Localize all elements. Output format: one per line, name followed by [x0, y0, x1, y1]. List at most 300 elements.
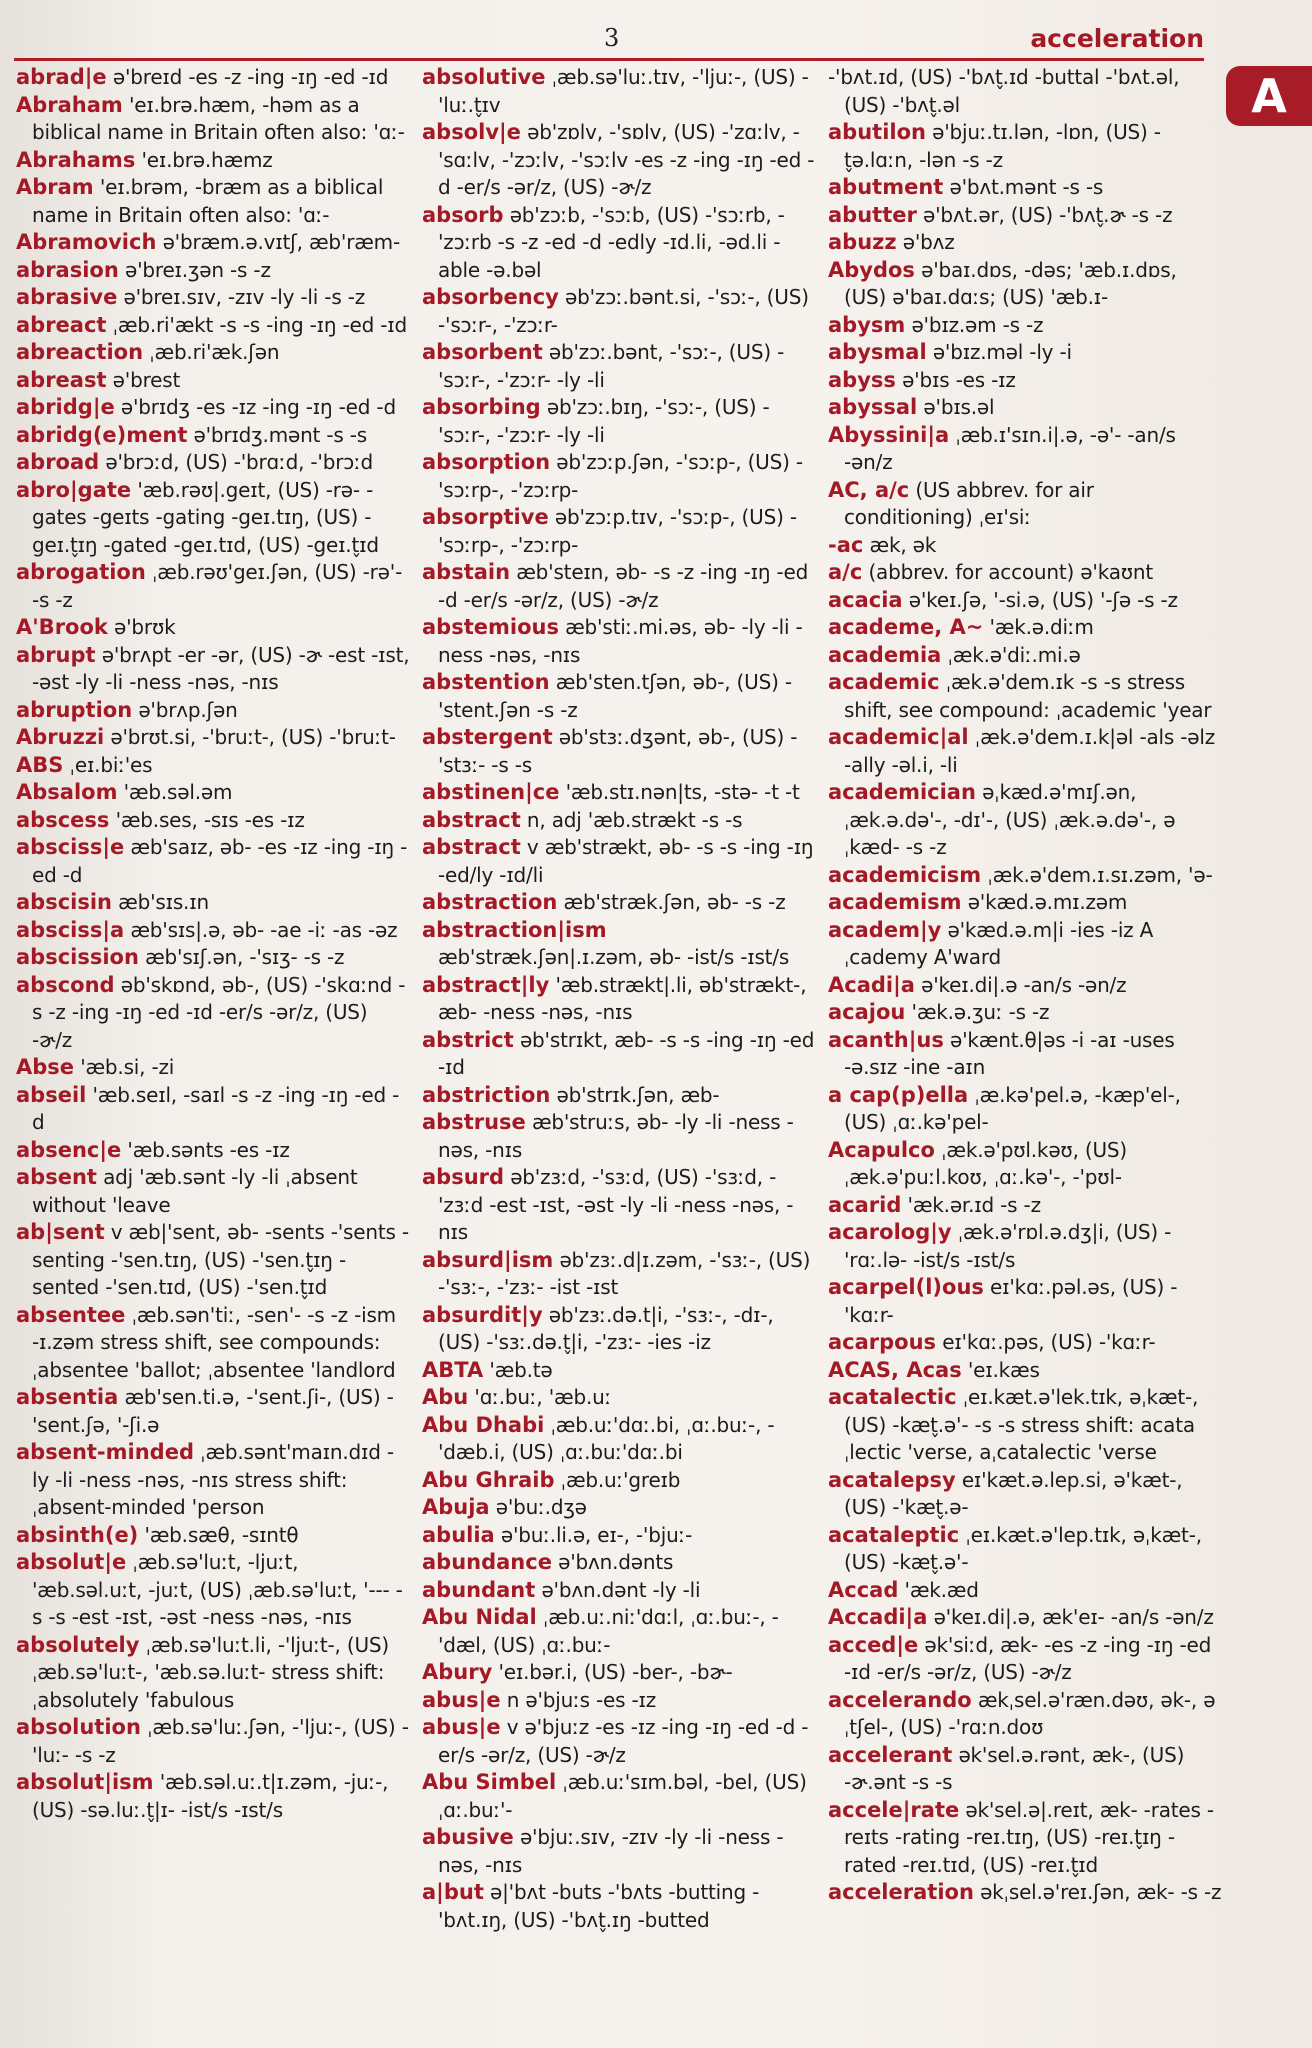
entry-headword: acarpel(l)ous	[828, 1275, 984, 1299]
dictionary-entry	[422, 1549, 816, 1577]
entry-headword: Abse	[16, 1055, 75, 1079]
entry-headword: Abuja	[422, 1495, 490, 1519]
entry-pronunciation: eɪ'kɑː.pəl.əs, (US) -'kɑːr-	[844, 1275, 1178, 1327]
dictionary-entry	[16, 642, 410, 697]
entry-pronunciation: (US abbrev. for air conditioning) ˌeɪ'siː	[844, 477, 1094, 529]
entry-pronunciation: 'eɪ.brəm, -bræm as a biblical name in Britain often also: 'ɑː-	[32, 175, 384, 227]
entry-headword: abus|e	[422, 1687, 501, 1712]
dictionary-entry	[422, 1164, 816, 1247]
dictionary-entry	[828, 999, 1222, 1027]
entry-headword: abutter	[828, 202, 917, 227]
entry-headword: absciss|e	[16, 835, 125, 859]
dictionary-entry	[422, 889, 816, 917]
entry-headword: abrupt	[16, 642, 96, 667]
entry-pronunciation: ə'bjuː.sɪv, -zɪv -ly -li -ness -nəs, -nɪs	[438, 1825, 784, 1877]
entry-headword: absolv|e	[422, 120, 521, 144]
entry-pronunciation: ə'bɪs.əl	[917, 395, 995, 419]
dictionary-entry	[828, 972, 1222, 1000]
dictionary-entry	[16, 1137, 410, 1165]
dictionary-entry	[828, 1467, 1222, 1522]
dictionary-entry	[422, 394, 816, 449]
entry-headword: absentia	[16, 1385, 119, 1409]
entry-pronunciation: əb'strɪk.ʃən, æb-	[550, 1082, 720, 1107]
dictionary-entry	[16, 1219, 410, 1302]
entry-pronunciation: ə'brest	[106, 367, 181, 392]
entry-headword: Abu Ghraib	[422, 1467, 555, 1492]
dictionary-entry	[422, 119, 816, 202]
dictionary-entry	[828, 229, 1222, 257]
entry-headword: abundance	[422, 1550, 552, 1574]
entry-headword: abscission	[16, 945, 139, 969]
dictionary-entry	[422, 807, 816, 835]
dictionary-entry	[828, 614, 1222, 642]
dictionary-entry	[422, 1082, 816, 1110]
entry-pronunciation: əb'zɔːp.tɪv, -'sɔːp-, (US) -'sɔːrp-, -'zɔːrp-	[438, 505, 797, 557]
entry-headword: absorption	[422, 450, 551, 474]
entry-headword: acced|e	[828, 1632, 919, 1657]
dictionary-entry	[16, 174, 410, 229]
entry-headword: absolutely	[16, 1632, 140, 1657]
entry-headword: Abruzzi	[16, 725, 105, 749]
entry-pronunciation: ə'brʊk	[107, 615, 176, 639]
entry-headword: abstriction	[422, 1082, 551, 1107]
page-header	[14, 20, 1204, 60]
entry-headword: abreast	[16, 367, 107, 392]
entry-pronunciation: eɪ'kɑː.pəs, (US) -'kɑːr-	[936, 1330, 1156, 1354]
entry-headword: accelerando	[828, 1687, 972, 1712]
entry-pronunciation: æb'sɪs|.ə, əb- -ae -iː -as -əz	[124, 917, 398, 942]
dictionary-entry	[422, 724, 816, 779]
entry-pronunciation: ə'brʌpt -er -ər, (US) -ɚ -est -ɪst, -əst -ly -li -ness -nəs, -nɪs	[32, 642, 410, 694]
entry-pronunciation: æk, ək	[863, 532, 937, 557]
dictionary-entry	[828, 1219, 1222, 1274]
entry-headword: absorb	[422, 202, 504, 227]
entry-pronunciation: ˌæb.sə'luːt, -ljuːt, 'æb.səl.uːt, -juːt, (US) ˌæb.sə'luːt, '--- -s -s -est -ɪst, -əst -ness -nəs, -nɪs	[32, 1550, 403, 1629]
dictionary-entry	[422, 972, 816, 1027]
entry-pronunciation: ə'buː.dʒə	[489, 1495, 587, 1519]
entry-headword: acajou	[828, 1000, 906, 1024]
dictionary-entry	[16, 1302, 410, 1385]
entry-headword: abreact	[16, 312, 107, 337]
entry-headword: abstergent	[422, 725, 553, 749]
entry-headword: a cap(p)ella	[828, 1082, 969, 1107]
entry-headword: ab|sent	[16, 1220, 105, 1244]
dictionary-entry	[16, 614, 410, 642]
entry-pronunciation: ə'kæd.ə.mɪ.zəm	[961, 890, 1128, 914]
entry-headword: absurdit|y	[422, 1302, 543, 1327]
entry-pronunciation: ˌæb.uː'greɪb	[554, 1467, 681, 1492]
entry-headword: abutilon	[828, 120, 926, 144]
entry-headword: abrad|e	[16, 65, 107, 89]
entry-headword: absciss|a	[16, 917, 125, 942]
entry-pronunciation: ˌæb.rəʊ'geɪ.ʃən, (US) -rə'- -s -z	[32, 560, 403, 612]
dictionary-entry	[828, 1687, 1222, 1742]
entry-pronunciation: ə'bʌn.dənts	[551, 1550, 674, 1574]
entry-headword: abrogation	[16, 560, 146, 584]
entry-pronunciation: 'æb.tə	[483, 1357, 553, 1382]
dictionary-entry	[828, 1577, 1222, 1605]
entry-pronunciation: ək'sel.ə|.reɪt, æk- -rates -reɪts -rating -reɪ.tɪŋ, (US) -reɪ.t̬ɪŋ -rated -reɪ.tɪd, (US) -reɪ.t̬ɪd	[844, 1797, 1214, 1877]
dictionary-entry	[828, 1082, 1222, 1137]
dictionary-entry	[422, 64, 816, 119]
page-number: 3	[604, 24, 620, 52]
entry-pronunciation: ˌæb.uː.niː'dɑːl, ˌɑː.buː-, -'dæl, (US) ˌɑː.buː-	[438, 1605, 779, 1657]
entry-headword: Abrahams	[16, 147, 136, 172]
entry-pronunciation: æb'sɪʃ.ən, -'sɪʒ- -s -z	[138, 945, 345, 969]
dictionary-entry	[16, 779, 410, 807]
dictionary-entry	[422, 1769, 816, 1824]
entry-headword: abscond	[16, 972, 115, 997]
dictionary-entry	[16, 724, 410, 752]
dictionary-entry	[828, 119, 1222, 174]
entry-headword: abstract	[422, 807, 521, 832]
entry-headword: abro|gate	[16, 477, 132, 502]
entry-headword: a|but	[422, 1880, 484, 1904]
entry-pronunciation: ə'brɪdʒ -es -ɪz -ing -ɪŋ -ed -d	[114, 395, 396, 419]
dictionary-entry	[828, 477, 1222, 532]
entry-headword: abridg(e)ment	[16, 422, 188, 447]
dictionary-entry	[828, 669, 1222, 724]
entry-pronunciation: ə|'bʌt -buts -'bʌts -butting -'bʌt.ɪŋ, (US) -'bʌt̬.ɪŋ -butted	[438, 1880, 760, 1932]
dictionary-entry	[16, 1439, 410, 1522]
entry-headword: abstemious	[422, 615, 559, 639]
entry-pronunciation: ə'brɪdʒ.mənt -s -s	[187, 422, 367, 447]
dictionary-entry	[828, 1357, 1222, 1385]
entry-pronunciation: 'æb.ses, -sɪs -es -ɪz	[109, 807, 305, 832]
dictionary-entry	[828, 1742, 1222, 1797]
entry-pronunciation: æb'sɪs.ɪn	[112, 890, 209, 914]
entry-pronunciation: ə'keɪ.di|.ə, æk'eɪ- -an/s -ən/z	[927, 1605, 1214, 1629]
entry-headword: abuzz	[828, 230, 897, 254]
entry-headword: abrasive	[16, 285, 118, 309]
entry-headword: Accadi|a	[828, 1605, 928, 1629]
dictionary-entry	[828, 1384, 1222, 1467]
dictionary-entry	[422, 1494, 816, 1522]
entry-headword: absolutive	[422, 65, 546, 89]
entry-pronunciation: ə'brʊt.si, -'bruːt-, (US) -'bruːt-	[104, 725, 396, 749]
running-head: acceleration	[1030, 24, 1204, 53]
entry-headword: abusive	[422, 1825, 514, 1849]
dictionary-entry	[422, 1302, 816, 1357]
entry-headword: abstract	[422, 835, 521, 859]
entry-headword: abstraction	[422, 890, 558, 914]
entry-headword: abscess	[16, 807, 110, 832]
entry-pronunciation: ə'kæd.ə.m|i -ies -iz Aˌcademy A'ward	[844, 917, 1154, 969]
entry-headword: academicism	[828, 862, 982, 887]
entry-pronunciation: ə'keɪ.di|.ə -an/s -ən/z	[914, 972, 1127, 997]
dictionary-entry	[828, 1632, 1222, 1687]
entry-pronunciation: ˌeɪ.kæt.ə'lep.tɪk, əˌkæt-, (US) -kæt̬.ə'-	[844, 1522, 1202, 1574]
dictionary-entry	[422, 917, 816, 972]
entry-pronunciation: æb'steɪn, əb- -s -z -ing -ɪŋ -ed -d -er/s -ər/z, (US) -ɚ/z	[438, 560, 809, 612]
dictionary-entry	[828, 312, 1222, 340]
entry-pronunciation: æb'sten.tʃən, əb-, (US) -'stent.ʃən -s -z	[438, 670, 792, 722]
dictionary-entry	[828, 559, 1222, 587]
dictionary-entry	[16, 229, 410, 257]
entry-pronunciation: adj 'æb.sənt -ly -li ˌabsent without 'leave	[32, 1165, 358, 1217]
entry-headword: Absalom	[16, 780, 118, 804]
entry-pronunciation: 'æb.si, -zi	[74, 1055, 175, 1079]
dictionary-entry	[16, 1714, 410, 1769]
dictionary-entry	[422, 1357, 816, 1385]
entry-headword: Abydos	[828, 257, 915, 282]
dictionary-entry	[16, 1164, 410, 1219]
dictionary-entry	[828, 64, 1222, 119]
entry-pronunciation: 'eɪ.kæs	[961, 1357, 1040, 1382]
entry-pronunciation: ˌæk.ə'dem.ɪ.sɪ.zəm, 'ə-	[981, 862, 1213, 887]
entry-headword: acanth|us	[828, 1027, 944, 1052]
entry-pronunciation: əb'zɔː.bənt.si, -'sɔː-, (US) -'sɔːr-, -'zɔːr-	[438, 285, 809, 337]
entry-columns	[16, 64, 1222, 2036]
entry-pronunciation: ˌæ.kə'pel.ə, -kæp'el-, (US) ˌɑː.kə'pel-	[844, 1082, 1181, 1134]
entry-headword: abstraction|ism	[422, 917, 607, 942]
dictionary-entry	[828, 1797, 1222, 1880]
entry-pronunciation: ˌeɪ.biː'es	[63, 752, 153, 777]
dictionary-entry	[828, 889, 1222, 917]
entry-headword: abscisin	[16, 890, 112, 914]
entry-pronunciation: ˌæb.ɪ'sɪn.i|.ə, -ə'- -an/s -ən/z	[844, 422, 1176, 474]
dictionary-entry	[422, 1824, 816, 1879]
entry-pronunciation: əb'stɜː.dʒənt, əb-, (US) -'stɜː- -s -s	[438, 725, 798, 777]
entry-headword: accelerant	[828, 1742, 953, 1767]
entry-headword: abstract|ly	[422, 972, 550, 997]
entry-pronunciation: əb'zɜː.də.t|i, -'sɜː-, -dɪ-, (US) -'sɜː.də.t̬|i, -'zɜː- -ies -iz	[438, 1302, 774, 1354]
entry-pronunciation: ˌæb.sə'luː.tɪv, -'ljuː-, (US) -'luː.t̬ɪv	[438, 65, 809, 117]
dictionary-entry	[828, 1522, 1222, 1577]
entry-pronunciation: 'æb.rəʊ|.geɪt, (US) -rə- -gates -geɪts -gating -geɪ.tɪŋ, (US) -geɪ.t̬ɪŋ -gated -geɪ.tɪd, (US) -geɪ.t̬ɪd	[32, 477, 379, 557]
thumb-index-tab[interactable]: A	[1226, 66, 1312, 126]
entry-pronunciation: ə'keɪ.ʃə, '-si.ə, (US) '-ʃə -s -z	[902, 587, 1178, 612]
entry-pronunciation: ə'brɔːd, (US) -'brɑːd, -'brɔːd	[99, 450, 374, 474]
dictionary-entry	[422, 1577, 816, 1605]
entry-pronunciation: ə'brʌp.ʃən	[132, 697, 238, 722]
dictionary-entry	[16, 394, 410, 422]
dictionary-entry	[422, 1247, 816, 1302]
dictionary-entry	[828, 862, 1222, 890]
entry-pronunciation: ækˌsel.ə'ræn.dəʊ, ək-, əˌtʃel-, (US) -'rɑːn.doʊ	[844, 1687, 1216, 1739]
dictionary-entry	[828, 532, 1222, 560]
dictionary-entry	[422, 1714, 816, 1769]
entry-pronunciation: æb'stræk.ʃən|.ɪ.zəm, əb- -ist/s -ɪst/s	[438, 945, 790, 969]
entry-pronunciation: 'æb.strækt|.li, əb'strækt-, æb- -ness -nəs, -nɪs	[438, 972, 807, 1024]
entry-headword: absent-minded	[16, 1440, 194, 1464]
entry-pronunciation: (abbrev. for account) ə'kaʊnt	[862, 560, 1154, 584]
entry-headword: abulia	[422, 1522, 495, 1547]
entry-pronunciation: əb'zɒlv, -'sɒlv, (US) -'zɑːlv, -'sɑːlv, -'zɔːlv, -'sɔːlv -es -z -ing -ɪŋ -ed -d -er/s -ər/z, (US) -ɚ/z	[438, 120, 815, 199]
entry-pronunciation: ə'bɪz.məl -ly -i	[926, 340, 1072, 364]
entry-pronunciation: ˌæk.ə'pʊl.kəʊ, (US) ˌæk.ə'puːl.koʊ, ˌɑː.kə'-, -'pʊl-	[844, 1137, 1128, 1189]
entry-headword: abroad	[16, 450, 100, 474]
entry-pronunciation: æb'struːs, əb- -ly -li -ness -nəs, -nɪs	[438, 1110, 794, 1162]
entry-headword: abseil	[16, 1082, 87, 1107]
entry-pronunciation: ək'sel.ə.rənt, æk-, (US) -ɚ.ənt -s -s	[844, 1742, 1185, 1794]
entry-headword: acarpous	[828, 1330, 937, 1354]
dictionary-entry	[16, 752, 410, 780]
entry-pronunciation: ə'breɪ.ʒən -s -z	[118, 257, 271, 282]
entry-pronunciation: ə'bʌt.ər, (US) -'bʌt̬.ɚ -s -z	[916, 202, 1173, 227]
entry-pronunciation: ˌæb.ri'æk.ʃən	[143, 340, 280, 364]
entry-headword: abyssal	[828, 395, 918, 419]
dictionary-entry	[828, 642, 1222, 670]
entry-pronunciation: ək'siːd, æk- -es -z -ing -ɪŋ -ed -ɪd -er/s -ər/z, (US) -ɚ/z	[844, 1632, 1212, 1684]
entry-pronunciation: 'ɑː.buː, 'æb.uː	[468, 1385, 612, 1409]
entry-pronunciation: ˌæb.sə'luːt.li, -'ljuːt-, (US) ˌæb.sə'luːt-, 'æb.sə.luːt- stress shift: ˌabsolutely 'fabulous	[32, 1632, 389, 1712]
entry-headword: acatalectic	[828, 1385, 957, 1409]
entry-headword: Accad	[828, 1577, 899, 1602]
entry-pronunciation: əb'zɔːp.ʃən, -'sɔːp-, (US) -'sɔːrp-, -'zɔːrp-	[438, 450, 803, 502]
entry-pronunciation: ˌæb.uː'dɑː.bi, ˌɑː.buː-, -'dæb.i, (US) ˌɑː.buː'dɑː.bi	[438, 1412, 775, 1464]
column-1	[16, 64, 410, 2036]
entry-pronunciation: v ə'bjuːz -es -ɪz -ing -ɪŋ -ed -d -er/s -ər/z, (US) -ɚ/z	[438, 1715, 809, 1767]
entry-pronunciation: ə'breɪ.sɪv, -zɪv -ly -li -s -z	[117, 285, 366, 309]
dictionary-entry	[16, 367, 410, 395]
entry-headword: academia	[828, 642, 942, 667]
entry-headword: academician	[828, 780, 976, 804]
entry-headword: absorptive	[422, 505, 549, 529]
entry-headword: a/c	[828, 560, 863, 584]
dictionary-entry	[828, 1192, 1222, 1220]
entry-headword: acacia	[828, 587, 903, 612]
dictionary-entry	[422, 1659, 816, 1687]
dictionary-entry	[16, 697, 410, 725]
dictionary-entry	[422, 834, 816, 889]
entry-headword: academ|y	[828, 917, 942, 942]
entry-pronunciation: eɪ'kæt.ə.lep.si, ə'kæt-, (US) -'kæt̬.ə-	[844, 1467, 1183, 1519]
entry-headword: absorbing	[422, 395, 541, 419]
entry-headword: ABTA	[422, 1357, 484, 1382]
dictionary-entry	[16, 477, 410, 560]
entry-headword: abutment	[828, 175, 944, 199]
entry-pronunciation: əkˌsel.ə'reɪ.ʃən, æk- -s -z	[973, 1880, 1222, 1904]
dictionary-entry	[16, 1384, 410, 1439]
entry-pronunciation: æb'saɪz, əb- -es -ɪz -ing -ɪŋ -ed -d	[32, 835, 408, 887]
dictionary-entry	[828, 1274, 1222, 1329]
entry-pronunciation: əb'strɪkt, æb- -s -s -ing -ɪŋ -ed -ɪd	[438, 1027, 815, 1079]
entry-pronunciation: ə'bʌz	[896, 230, 955, 254]
entry-pronunciation: v æb|'sent, əb- -sents -'sents -senting -'sen.tɪŋ, (US) -'sen.t̬ɪŋ -sented -'sen.tɪd, (US) -'sen.t̬ɪd	[32, 1220, 409, 1299]
dictionary-entry	[16, 1632, 410, 1715]
dictionary-entry	[828, 339, 1222, 367]
dictionary-entry	[422, 1109, 816, 1164]
entry-pronunciation: 'eɪ.brə.hæmz	[135, 147, 273, 172]
entry-headword: absent	[16, 1165, 97, 1189]
entry-pronunciation: ˌæb.uː'sɪm.bəl, -bel, (US) ˌɑː.buː'-	[438, 1770, 807, 1822]
entry-headword: acarid	[828, 1192, 902, 1217]
dictionary-entry	[16, 944, 410, 972]
entry-headword: AC, a/c	[828, 477, 910, 502]
entry-headword: Abraham	[16, 92, 123, 117]
dictionary-entry	[16, 834, 410, 889]
dictionary-entry	[828, 1027, 1222, 1082]
entry-pronunciation: ə'kænt.θ|əs -i -aɪ -uses -ə.sɪz -ine -aɪn	[844, 1027, 1175, 1079]
entry-headword: absinth(e)	[16, 1522, 139, 1547]
entry-pronunciation: ˌæk.ə'dem.ɪ.k|əl -als -əlz -ally -əl.i, -li	[844, 725, 1216, 777]
entry-headword: acatalepsy	[828, 1467, 956, 1492]
entry-headword: abridg|e	[16, 395, 115, 419]
dictionary-entry	[422, 339, 816, 394]
entry-headword: abyss	[828, 367, 896, 392]
dictionary-entry	[422, 1412, 816, 1467]
column-3	[828, 64, 1222, 2036]
entry-pronunciation: 'æk.ə.ʒuː -s -z	[905, 1000, 1050, 1024]
entry-headword: Abram	[16, 175, 94, 199]
entry-pronunciation: ə'bɪs -es -ɪz	[895, 367, 1016, 392]
entry-headword: Abramovich	[16, 230, 157, 254]
entry-headword: ABS	[16, 752, 64, 777]
entry-pronunciation: ˌæb.ri'ækt -s -s -ing -ɪŋ -ed -ɪd	[106, 312, 408, 337]
dictionary-entry	[422, 669, 816, 724]
entry-headword: acarolog|y	[828, 1220, 952, 1244]
dictionary-entry	[16, 807, 410, 835]
dictionary-entry	[422, 614, 816, 669]
entry-headword: abstruse	[422, 1110, 526, 1134]
entry-pronunciation: ˌæb.sənt'maɪn.dɪd -ly -li -ness -nəs, -nɪs stress shift: ˌabsent-minded 'person	[32, 1440, 394, 1519]
entry-headword: absenc|e	[16, 1137, 122, 1162]
entry-pronunciation: əb'zɔː.bɪŋ, -'sɔː-, (US) -'sɔːr-, -'zɔːr- -ly -li	[438, 395, 770, 447]
dictionary-entry	[16, 559, 410, 614]
entry-pronunciation: əb'zɜː.d|ɪ.zəm, -'sɜː-, (US) -'sɜː-, -'zɜː- -ist -ɪst	[438, 1247, 811, 1299]
dictionary-entry	[828, 1879, 1222, 1907]
dictionary-entry	[828, 202, 1222, 230]
entry-headword: Abu Simbel	[422, 1770, 557, 1794]
dictionary-entry	[16, 339, 410, 367]
dictionary-entry	[422, 202, 816, 285]
entry-pronunciation: ə'buː.li.ə, eɪ-, -'bjuː-	[494, 1522, 693, 1547]
entry-pronunciation: ˌæk.ə'rɒl.ə.dʒ|i, (US) -'rɑː.lə- -ist/s -ɪst/s	[844, 1220, 1172, 1272]
dictionary-entry	[422, 1027, 816, 1082]
dictionary-entry	[16, 1054, 410, 1082]
entry-headword: Abyssini|a	[828, 422, 950, 447]
entry-pronunciation: ə'bʌt.mənt -s -s	[943, 175, 1104, 199]
dictionary-entry	[828, 394, 1222, 422]
entry-headword: Abury	[422, 1660, 493, 1684]
entry-headword: absolut|ism	[16, 1770, 154, 1794]
dictionary-entry	[828, 587, 1222, 615]
dictionary-entry	[828, 1137, 1222, 1192]
dictionary-entry	[828, 724, 1222, 779]
entry-headword: abstention	[422, 670, 550, 694]
entry-pronunciation: n ə'bjuːs -es -ɪz	[500, 1687, 657, 1712]
entry-headword: abstrict	[422, 1027, 514, 1052]
dictionary-entry	[828, 174, 1222, 202]
dictionary-entry	[16, 92, 410, 147]
dictionary-entry	[16, 972, 410, 1055]
dictionary-entry	[422, 504, 816, 559]
entry-pronunciation: əˌkæd.ə'mɪʃ.ən, ˌæk.ə.də'-, -dɪ'-, (US) ˌæk.ə.də'-, əˌkæd- -s -z	[844, 780, 1176, 859]
dictionary-entry	[16, 422, 410, 450]
entry-pronunciation: 'æb.səl.əm	[117, 780, 233, 804]
dictionary-entry	[16, 257, 410, 285]
dictionary-entry	[422, 1879, 816, 1934]
entry-pronunciation: əb'zɜːd, -'sɜːd, (US) -'sɜːd, -'zɜːd -est -ɪst, -əst -ly -li -ness -nəs, -nɪs	[438, 1165, 794, 1244]
entry-pronunciation: æb'sen.ti.ə, -'sent.ʃi-, (US) -'sent.ʃə, '-ʃi.ə	[32, 1385, 394, 1437]
dictionary-entry	[16, 1522, 410, 1550]
entry-headword: accele|rate	[828, 1797, 960, 1822]
entry-headword: absurd	[422, 1165, 505, 1189]
entry-headword: absolut|e	[16, 1550, 127, 1574]
dictionary-entry	[16, 312, 410, 340]
entry-headword: abstain	[422, 560, 511, 584]
entry-headword: academe, A~	[828, 615, 984, 639]
entry-pronunciation: əb'skɒnd, əb-, (US) -'skɑːnd -s -z -ing -ɪŋ -ed -ɪd -er/s -ər/z, (US) -ɚ/z	[32, 972, 406, 1052]
entry-headword: absorbency	[422, 285, 559, 309]
dictionary-entry	[422, 449, 816, 504]
entry-pronunciation: ˌæb.sən'tiː, -sen'- -s -z -ism -ɪ.zəm stress shift, see compounds: ˌabsentee 'ballot; ˌabsentee 'landlord	[32, 1302, 396, 1382]
entry-pronunciation: 'æb.stɪ.nən|ts, -stə- -t -t	[559, 780, 800, 804]
entry-headword: acataleptic	[828, 1522, 960, 1547]
dictionary-entry	[828, 422, 1222, 477]
dictionary-entry	[16, 1549, 410, 1632]
